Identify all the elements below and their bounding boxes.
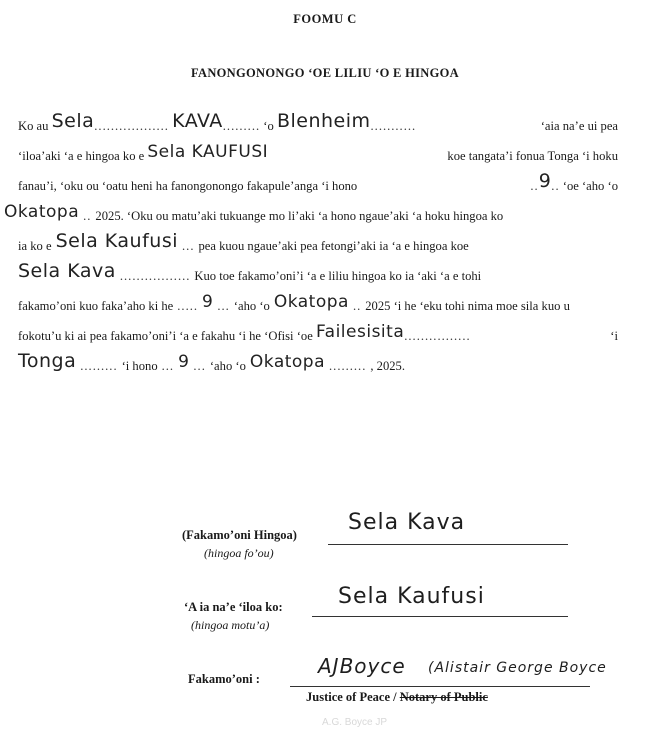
dots: .........	[329, 359, 367, 373]
hw-surname: KAVA	[172, 110, 223, 132]
hw-month-3: Okatopa	[249, 352, 326, 372]
text-fanaui: fanau’i, ‘oku ou ‘oatu heni ha fanongonongo fakapule’anga ‘i hono	[18, 179, 358, 193]
dots: ................	[404, 329, 471, 343]
text-year: , 2025.	[370, 359, 405, 373]
witness-signature: AJBoyce	[318, 654, 406, 678]
new-name-signature: Sela Kava	[348, 510, 466, 535]
text-fokotuu: fokotu’u ki ai pea fakamo’oni’i ‘a e fakahu ‘i he ‘Ofisi ‘oe	[18, 329, 313, 343]
dots: ...	[161, 359, 175, 373]
hw-office: Failesisita	[315, 322, 405, 342]
hw-new-name: Sela Kava	[18, 260, 116, 282]
line-1	[18, 104, 618, 134]
old-name-signature-line	[312, 616, 568, 617]
hw-day-2: 9	[202, 292, 214, 312]
text-fakamooni-kuo: fakamo’oni kuo faka’aho ki he	[18, 299, 174, 313]
old-name-signature: Sela Kaufusi	[338, 584, 485, 609]
hw-day-3: 9	[178, 352, 190, 372]
text-tangatai-fonua: koe tangata’i fonua Tonga ‘i hoku	[447, 149, 618, 163]
form-label: FOOMU C	[293, 12, 357, 26]
text-aho-o-3: ‘aho ‘o	[209, 359, 246, 373]
dots: ..	[551, 179, 560, 193]
dots: .........	[222, 119, 261, 133]
form-title: FANONGONONGO ‘OE LILIU ‘O E HINGOA	[191, 66, 459, 80]
old-name-label: ‘A ia na’e ‘iloa ko:	[184, 600, 283, 614]
dots: ...........	[370, 119, 417, 133]
faded-stamp: A.G. Boyce JP	[322, 717, 388, 728]
justice-of-peace	[306, 690, 488, 705]
line-9	[18, 344, 618, 374]
hw-location: Tonga	[18, 350, 77, 372]
text-o: ‘o	[263, 119, 274, 133]
line-5	[18, 224, 618, 254]
hw-month: Okatopa	[4, 202, 80, 222]
dots: ...	[217, 299, 230, 313]
hw-first-name: Sela	[51, 110, 95, 132]
dots: .....	[177, 299, 199, 313]
hw-day: 9	[538, 170, 552, 192]
dots: ..	[352, 299, 362, 313]
line-7	[18, 284, 618, 314]
new-name-label: (Fakamo’oni Hingoa)	[182, 528, 297, 542]
text-eku-tohi-nima: 2025 ‘i he ‘eku tohi nima moe sila kuo u	[365, 299, 570, 313]
dots: ...	[182, 239, 195, 253]
text-oe-aho-o: ‘oe ‘aho ‘o	[562, 179, 618, 193]
dots: .................	[119, 269, 191, 283]
dots: ..	[530, 179, 539, 193]
witness-signature-line	[290, 686, 590, 687]
dots: ..................	[94, 119, 169, 133]
hw-former-name: Sela Kaufusi	[55, 230, 179, 252]
line-3	[18, 164, 618, 194]
old-name-sub: (hingoa motu’a)	[191, 618, 270, 632]
text-ko-au: Ko au	[18, 119, 49, 133]
new-name-sub: (hingoa fo’ou)	[204, 546, 274, 560]
line-2	[18, 134, 618, 164]
witness-name: (Alistair George Boyce	[428, 660, 607, 676]
text-i: ‘i	[610, 329, 618, 343]
text-aia-nae-ui: ‘aia na’e ui pea	[540, 119, 618, 133]
line-4	[4, 194, 604, 224]
new-name-signature-line	[328, 544, 568, 545]
line-6	[18, 254, 618, 284]
text-iloaaki: ‘iloa’aki ‘a e hingoa ko e	[18, 149, 145, 163]
witness-label: Fakamo’oni :	[188, 672, 260, 686]
dots: ...	[193, 359, 206, 373]
notary-struck: Notary of Public	[399, 690, 488, 704]
hw-month-2: Okatopa	[273, 292, 349, 312]
dots: ..	[83, 209, 92, 223]
text-ia-ko-e: ia ko e	[18, 239, 52, 253]
text-i-hono: ‘i hono	[121, 359, 158, 373]
justice-text: Justice of Peace /	[306, 690, 397, 704]
hw-former-name-upper: Sela KAUFUSI	[147, 142, 269, 162]
text-oku-ou-matuaki: 2025. ‘Oku ou matu’aki tukuange mo li’aki ‘a hono ngaue’aki ‘a hoku hingoa ko	[95, 209, 504, 223]
dots: .........	[80, 359, 118, 373]
text-aho-o-2: ‘aho ‘o	[233, 299, 270, 313]
text-kuo-toe: Kuo toe fakamo’oni’i ‘a e liliu hingoa ko ia ‘aki ‘a e tohi	[194, 269, 482, 283]
hw-place: Blenheim	[276, 110, 371, 132]
text-pea-kuou: pea kuou ngaue’aki pea fetongi’aki ia ‘a e hingoa koe	[198, 239, 469, 253]
line-8	[18, 314, 618, 344]
